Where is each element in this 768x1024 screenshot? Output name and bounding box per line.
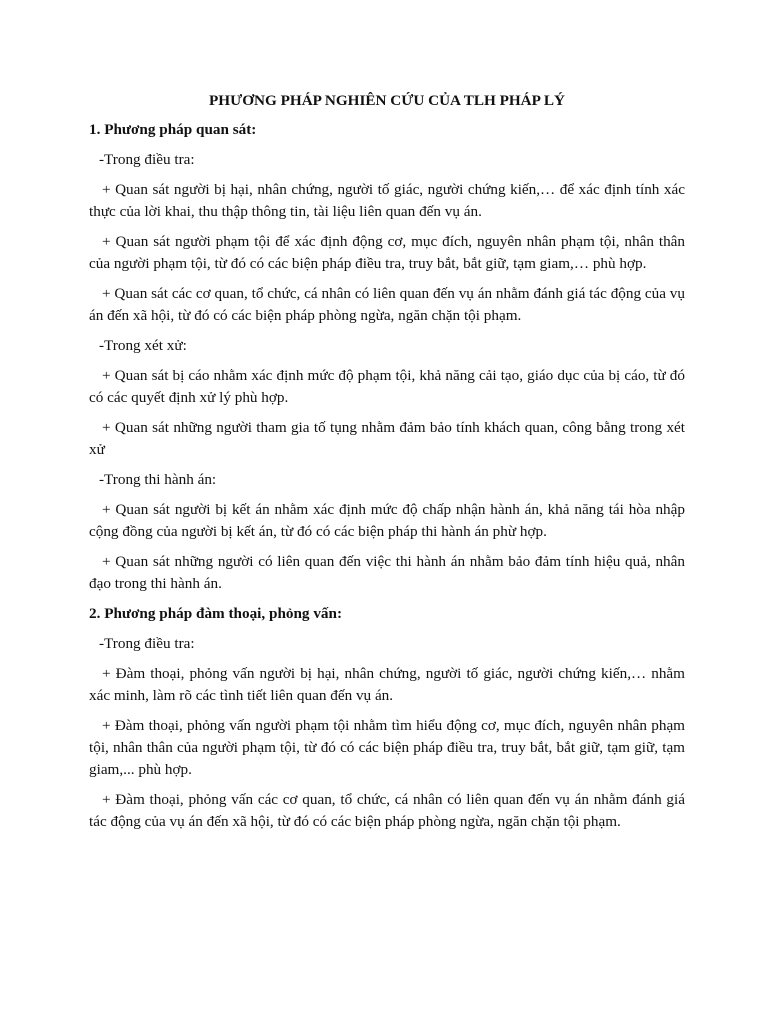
- paragraph: + Đàm thoại, phỏng vấn người bị hại, nhân chứng, người tố giác, người chứng kiến,… nhằm xác minh, làm rõ các tình tiết liên quan đến vụ án.: [89, 665, 685, 704]
- section-2-heading: 2. Phương pháp đàm thoại, phỏng vấn:: [89, 605, 343, 622]
- document-page: [89, 90, 685, 841]
- section-1-heading: 1. Phương pháp quan sát:: [89, 121, 257, 138]
- paragraph: + Quan sát những người tham gia tố tụng nhằm đảm bảo tính khách quan, công bằng trong xét xử: [89, 419, 685, 458]
- paragraph: + Quan sát bị cáo nhằm xác định mức độ phạm tội, khả năng cải tạo, giáo dục của bị cáo, từ đó có các quyết định xử lý phù hợp.: [89, 367, 685, 406]
- paragraph: + Quan sát những người có liên quan đến việc thi hành án nhằm bảo đảm tính hiệu quả, nhân đạo trong thi hành án.: [89, 553, 685, 592]
- subsection-trial-label: -Trong xét xử:: [99, 337, 187, 354]
- paragraph: + Quan sát các cơ quan, tổ chức, cá nhân có liên quan đến vụ án nhằm đánh giá tác động của vụ án đến xã hội, từ đó có các biện pháp phòng ngừa, ngăn chặn tội phạm.: [89, 285, 685, 324]
- paragraph: + Đàm thoại, phỏng vấn các cơ quan, tổ chức, cá nhân có liên quan đến vụ án nhằm đánh giá tác động của vụ án đến xã hội, từ đó có các biện pháp phòng ngừa, ngăn chặn tội phạm.: [89, 791, 685, 830]
- subsection-investigation-label: -Trong điều tra:: [99, 151, 195, 168]
- paragraph: + Đàm thoại, phỏng vấn người phạm tội nhằm tìm hiểu động cơ, mục đích, nguyên nhân phạm tội, nhân thân của người phạm tội, từ đó có các biện pháp điều tra, truy bắt, bắt giữ, tạm giữ, tạm giam,... phù hợp.: [89, 717, 685, 778]
- subsection-investigation-label: -Trong điều tra:: [99, 635, 195, 652]
- document-title: PHƯƠNG PHÁP NGHIÊN CỨU CỦA TLH PHÁP LÝ: [209, 92, 565, 109]
- subsection-enforcement-label: -Trong thi hành án:: [99, 471, 217, 488]
- paragraph: + Quan sát người phạm tội để xác định động cơ, mục đích, nguyên nhân phạm tội, nhân thân của người phạm tội, từ đó có các biện pháp điều tra, truy bắt, bắt giữ, tạm giam,… phù hợp.: [89, 233, 685, 272]
- paragraph: + Quan sát người bị hại, nhân chứng, người tố giác, người chứng kiến,… để xác định tính xác thực của lời khai, thu thập thông tin, tài liệu liên quan đến vụ án.: [89, 181, 685, 220]
- paragraph: + Quan sát người bị kết án nhằm xác định mức độ chấp nhận hành án, khả năng tái hòa nhập cộng đồng của người bị kết án, từ đó có các biện pháp thi hành án phừ hợp.: [89, 501, 685, 540]
